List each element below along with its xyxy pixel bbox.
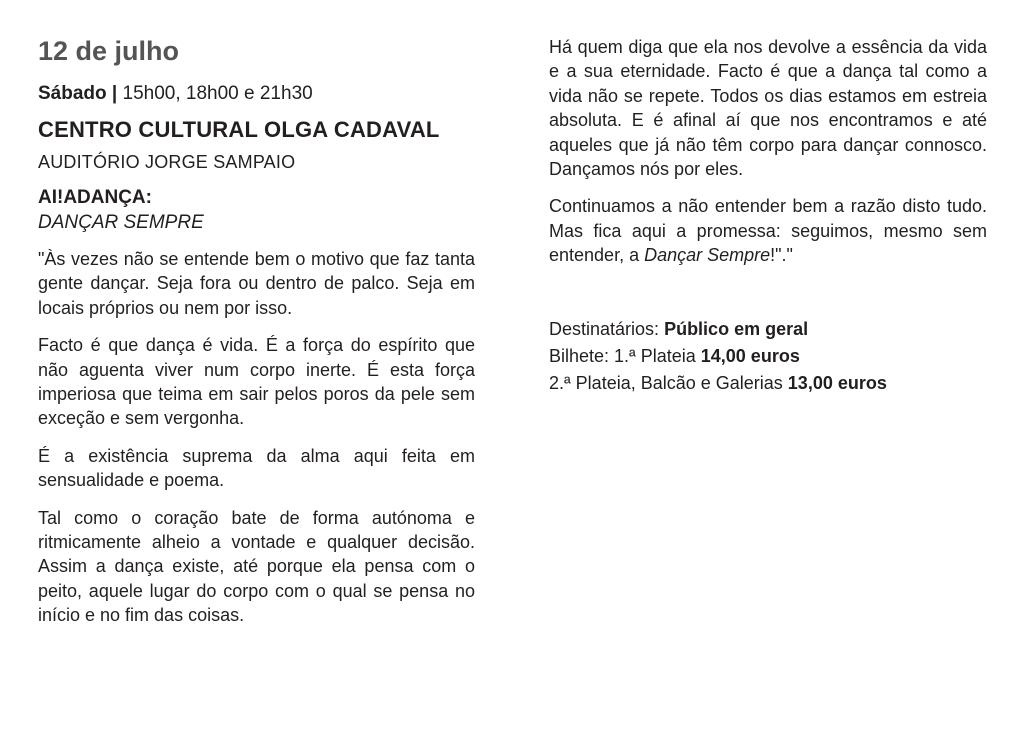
schedule-day: Sábado | xyxy=(38,83,118,104)
left-column xyxy=(38,34,475,641)
ticket-price-1: 14,00 euros xyxy=(700,345,800,366)
ticket-line2-label: 2.ª Plateia, Balcão e Galerias xyxy=(549,372,788,393)
description-paragraph: É a existência suprema da alma aqui feita em sensualidade e poema. xyxy=(38,445,475,491)
show-title: AI!ADANÇA: xyxy=(38,187,152,208)
ticket-price-2: 13,00 euros xyxy=(787,372,887,393)
audience-label: Destinatários: xyxy=(549,318,665,339)
ticket-label: Bilhete: 1.ª Plateia xyxy=(549,345,701,366)
closing-text-italic: Dançar Sempre xyxy=(644,245,771,266)
description-paragraph-closing xyxy=(549,194,987,267)
description-paragraph: Facto é que dança é vida. É a força do espírito que não aguenta viver num corpo inerte. É esta força imperiosa que teima em sair pelos poros da pele sem exceção e sem vergonha. xyxy=(38,335,475,429)
closing-text-end: !"." xyxy=(770,245,793,266)
right-column xyxy=(549,35,987,397)
venue-name: CENTRO CULTURAL OLGA CADAVAL xyxy=(38,117,440,142)
schedule-times: 15h00, 18h00 e 21h30 xyxy=(117,83,313,104)
event-date: 12 de julho xyxy=(38,36,180,66)
venue-room: AUDITÓRIO JORGE SAMPAIO xyxy=(38,152,296,172)
show-subtitle: DANÇAR SEMPRE xyxy=(38,212,204,233)
closing-text-start: Continuamos a não entender bem a razão disto tudo. Mas fica aqui a promessa: seguimos, mesmo sem entender, a xyxy=(549,196,987,266)
event-info xyxy=(549,316,987,397)
ticket-line-1 xyxy=(549,343,987,370)
description-paragraph: Tal como o coração bate de forma autónoma e ritmicamente alheio a vontade e qualquer decisão. Assim a dança existe, até porque ela pensa com o peito, aquele lugar do corpo com o qual se pensa no início e no fim das coisas. xyxy=(38,507,475,626)
description-paragraph: Há quem diga que ela nos devolve a essência da vida e a sua eternidade. Facto é que a dança tal como a vida não se repete. Todos os dias estamos em estreia absoluta. E é afinal aí que nos encontramos e até aqueles que já não têm corpo para dançar connosco. Dançamos nós por eles. xyxy=(549,37,987,180)
description-paragraph: "Às vezes não se entende bem o motivo que faz tanta gente dançar. Seja fora ou dentro de palco. Seja em locais próprios ou nem por isso. xyxy=(38,249,475,318)
audience-line xyxy=(549,316,987,343)
ticket-line-2 xyxy=(549,370,987,397)
event-schedule xyxy=(38,82,475,106)
audience-value: Público em geral xyxy=(664,318,809,339)
